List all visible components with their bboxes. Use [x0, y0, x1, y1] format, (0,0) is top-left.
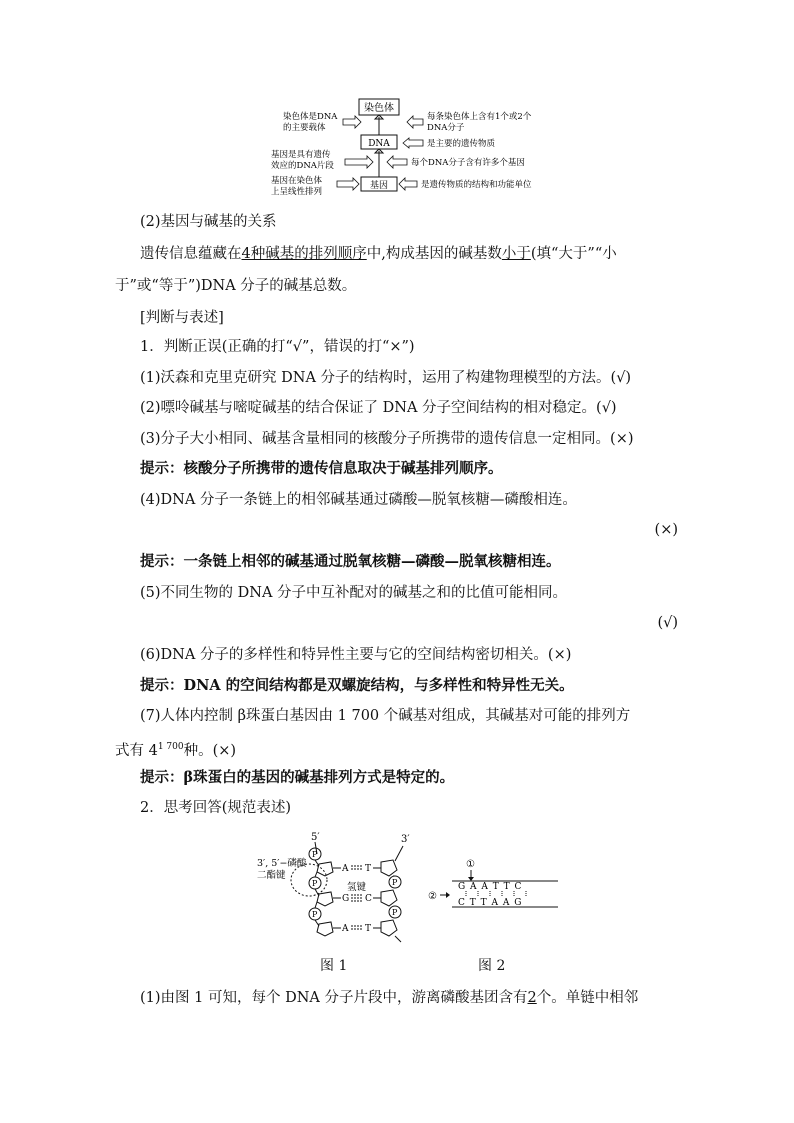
figure-1-dna-fragment: [255, 828, 425, 948]
arrow-right-icon: [337, 178, 359, 190]
bottom-sequence: C T T A A G: [458, 898, 523, 908]
text: 个。单链中相邻: [536, 990, 639, 1006]
base-c: C: [365, 894, 372, 904]
section-heading: (2)基因与碱基的关系: [140, 214, 277, 230]
question-5: (5)不同生物的 DNA 分子中互补配对的碱基之和的比值可能相同。: [140, 585, 568, 601]
question-1: (1)沃森和克里克研究 DNA 分子的结构时，运用了构建物理模型的方法。(√): [140, 370, 632, 386]
arrow-left-icon: [403, 138, 423, 148]
bond-label-line1: 3′, 5′−磷酸: [257, 858, 307, 869]
left-top-line2: 的主要载体: [283, 123, 326, 133]
arrow-left-icon: [399, 178, 417, 190]
base-t: T: [365, 924, 372, 934]
tip-6: 提示：DNA 的空间结构都是双螺旋结构，与多样性和特异性无关。: [140, 677, 574, 694]
base-a: A: [342, 924, 349, 934]
underlined-answer: 2: [527, 990, 537, 1006]
base-g: G: [342, 894, 350, 904]
underlined-answer: 小于: [501, 246, 531, 262]
question-7-line2: [115, 737, 236, 761]
marker-1: ①: [466, 859, 475, 870]
arrow-left-icon: [387, 156, 407, 168]
five-prime-label: 5′: [311, 832, 320, 843]
top-sequence: G A A T T C: [458, 882, 523, 892]
question-6: (6)DNA 分子的多样性和特异性主要与它的空间结构密切相关。(×): [140, 647, 572, 663]
marker-2: ②: [428, 891, 437, 902]
text: 种。(×): [183, 742, 237, 759]
text: 中,构成基因的碱基数: [366, 246, 502, 262]
dna-box-label: DNA: [368, 139, 390, 149]
question-5-mark: (√): [657, 615, 678, 631]
question-7-line1: (7)人体内控制 β珠蛋白基因由 1 700 个碱基对组成，其碱基对可能的排列方: [140, 708, 631, 724]
question-4: (4)DNA 分子一条链上的相邻碱基通过磷酸—脱氧核糖—磷酸相连。: [140, 492, 577, 508]
base-a: A: [342, 864, 349, 874]
right-bot-text: 是遗传物质的结构和功能单位: [421, 180, 532, 190]
judge-heading: [判断与表述]: [140, 310, 224, 326]
tip-3: 提示：核酸分子所携带的遗传信息取决于碱基排列顺序。: [140, 460, 503, 477]
phosphate-p: P: [312, 850, 318, 859]
judge-subheading: 1．判断正误(正确的打“√”，错误的打“×”): [140, 339, 415, 355]
left-mid-line1: 基因是具有遗传: [271, 150, 331, 160]
arrow-left-icon: [407, 116, 423, 128]
figure-2-restriction-site: [428, 855, 568, 915]
chromosome-dna-gene-diagram: [265, 95, 585, 205]
arrow-right-icon: [345, 156, 373, 168]
left-top-line1: 染色体是DNA: [283, 112, 338, 122]
right-mid-text: 是主要的遗传物质: [427, 139, 496, 149]
base-t: T: [365, 864, 372, 874]
think-heading: 2．思考回答(规范表述): [140, 800, 292, 816]
hydrogen-bond-label: 氢键: [347, 882, 367, 893]
figure-2-caption: 图 2: [478, 958, 506, 974]
three-prime-label: 3′: [401, 834, 410, 845]
paragraph-line: 于”或“等于”)DNA 分子的碱基总数。: [115, 278, 357, 294]
right-mid2-text: 每个DNA分子含有许多个基因: [411, 158, 525, 168]
left-bot-line1: 基因在染色体: [271, 176, 323, 186]
paragraph-line: [140, 988, 638, 1008]
right-top-line2: DNA分子: [427, 123, 465, 133]
phosphate-p: P: [392, 908, 398, 917]
phosphate-p: P: [392, 878, 398, 887]
right-top-line1: 每条染色体上含有1个或2个: [427, 112, 532, 122]
tip-4: 提示：一条链上相邻的碱基通过脱氧核糖—磷酸—脱氧核糖相连。: [140, 553, 561, 570]
paragraph-line: [140, 244, 617, 264]
text: 遗传信息蕴藏在: [140, 246, 242, 262]
question-3: (3)分子大小相同、碱基含量相同的核酸分子所携带的遗传信息一定相同。(×): [140, 431, 634, 447]
tip-7: 提示：β珠蛋白的基因的碱基排列方式是特定的。: [140, 769, 455, 786]
text: (填“大于”“小: [530, 246, 617, 262]
gene-box-label: 基因: [369, 181, 389, 191]
text: 式有 4: [115, 742, 158, 759]
underlined-answer: 4种碱基的排列顺序: [241, 246, 367, 262]
phosphate-p: P: [312, 910, 318, 919]
text: (1)由图 1 可知，每个 DNA 分子片段中，游离磷酸基团含有: [140, 990, 528, 1006]
question-4-mark: (×): [654, 522, 678, 538]
phosphate-p: P: [312, 879, 318, 888]
figure-1-caption: 图 1: [320, 958, 348, 974]
left-mid-line2: 效应的DNA片段: [271, 161, 334, 171]
bond-label-line2: 二酯键: [257, 870, 286, 881]
superscript: 1 700: [157, 742, 184, 752]
arrow-right-icon: [343, 116, 361, 128]
question-2: (2)嘌呤碱基与嘧啶碱基的结合保证了 DNA 分子空间结构的相对稳定。(√): [140, 400, 617, 416]
left-bot-line2: 上呈线性排列: [271, 187, 323, 197]
chromosome-box-label: 染色体: [364, 103, 394, 114]
